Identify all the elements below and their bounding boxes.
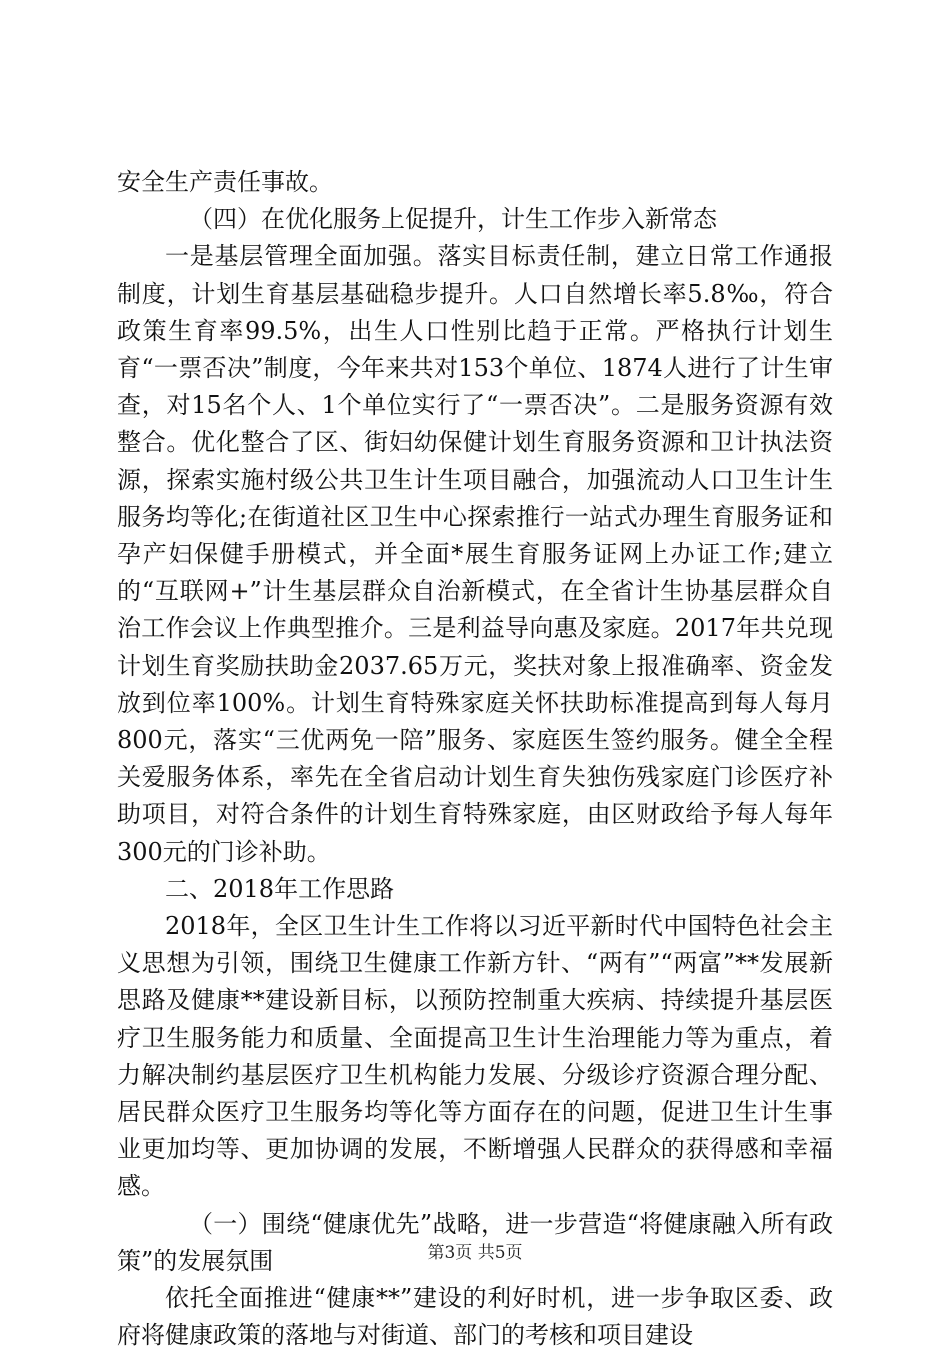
- paragraph-health-construction: 依托全面推进“健康**”建设的利好时机，进一步争取区委、政府将健康政策的落地与对街道、部门的考核和项目建设: [117, 1284, 833, 1350]
- document-body: [117, 164, 833, 1355]
- page-footer: 第3页 共5页: [427, 1243, 523, 1263]
- section-heading-4: （四）在优化服务上促提升，计生工作步入新常态: [189, 205, 717, 234]
- paragraph-family-planning: 一是基层管理全面加强。落实目标责任制，建立日常工作通报制度，计划生育基层基础稳步提升。人口自然增长率5.8‰，符合政策生育率99.5%，出生人口性别比趋于正常。严格执行计划生育“一票否决”制度，今年来共对153个单位、1874人进行了计生审查，对15名个人、1个单位实行了“一票否决”。二是服务资源有效整合。优化整合了区、街妇幼保健计划生育服务资源和卫计执法资源，探索实施村级公共卫生计生项目融合，加强流动人口卫生计生服务均等化;在街道社区卫生中心探索推行一站式办理生育服务证和孕产妇保健手册模式，并全面*展生育服务证网上办证工作;建立的“互联网+”计生基层群众自治新模式，在全省计生协基层群众自治工作会议上作典型推介。三是利益导向惠及家庭。2017年共兑现计划生育奖励扶助金2037.65万元，奖扶对象上报准确率、资金发放到位率100%。计划生育特殊家庭关怀扶助标准提高到每人每月800元，落实“三优两免一陪”服务、家庭医生签约服务。健全全程关爱服务体系，率先在全省启动计划生育失独伤残家庭门诊医疗补助项目，对符合条件的计划生育特殊家庭，由区财政给予每人每年300元的门诊补助。: [117, 242, 833, 866]
- section-heading-health-priority: （一）围绕“健康优先”战略，进一步营造“将健康融入所有政策”的发展氛围: [117, 1209, 833, 1275]
- section-heading-2018-plan: 二、2018年工作思路: [165, 874, 395, 903]
- paragraph-continuation: 安全生产责任事故。: [117, 168, 333, 196]
- paragraph-2018-plan: 2018年，全区卫生计生工作将以习近平新时代中国特色社会主义思想为引领，围绕卫生健康工作新方针、“两有”“两富”**发展新思路及健康**建设新目标，以预防控制重大疾病、持续提升基层医疗卫生服务能力和质量、全面提高卫生计生治理能力等为重点，着力解决制约基层医疗卫生机构能力发展、分级诊疗资源合理分配、居民群众医疗卫生服务均等化等方面存在的问题，促进卫生计生事业更加均等、更加协调的发展，不断增强人民群众的获得感和幸福感。: [117, 912, 833, 1201]
